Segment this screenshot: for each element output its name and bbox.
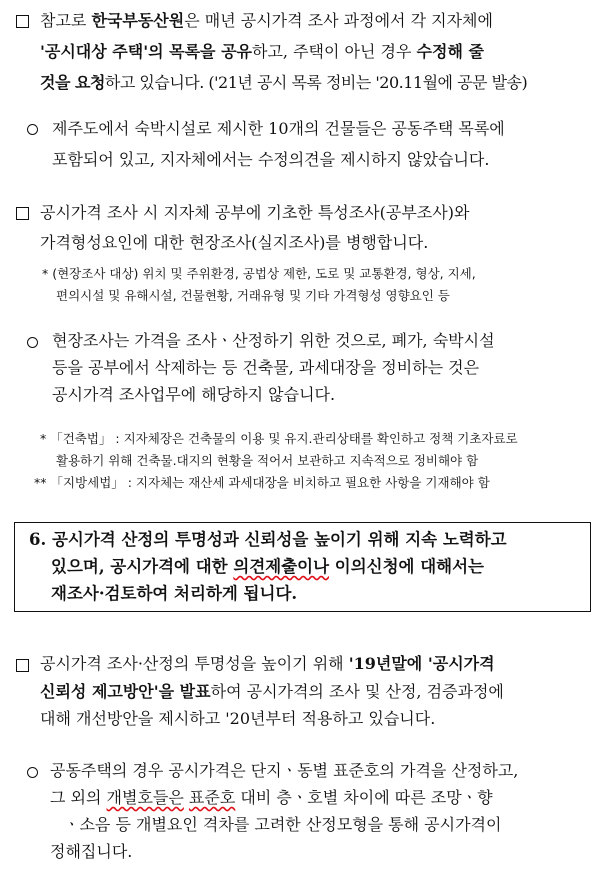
heading-text: 있으며, 공시가격에 대한 bbox=[51, 557, 234, 576]
footnote-line: * 「건축법」 : 지자체장은 건축물의 이용 및 유지.관리상태를 확인하고 정책 기초자료로 bbox=[40, 431, 518, 446]
footnote-line: 편의시설 및 유해시설, 건물현황, 거래유형 및 기타 가격형성 영향요인 등 bbox=[56, 288, 450, 303]
paragraph-line bbox=[40, 72, 527, 94]
sub-item-line: 공시가격 조사업무에 해당하지 않습니다. bbox=[52, 385, 336, 404]
paragraph-line bbox=[40, 681, 504, 703]
body-text: 하여 공시가격의 조사 및 산정, 검증과정에 bbox=[210, 682, 504, 701]
heading-line bbox=[51, 556, 484, 578]
sub-item-line: 공동주택의 경우 공시가격은 단지ㆍ동별 표준호의 가격을 산정하고, bbox=[50, 761, 519, 780]
spellcheck-underlined-text: 의견제출이나 bbox=[233, 557, 330, 576]
square-bullet-icon bbox=[16, 207, 29, 220]
heading-line: 재조사·검토하여 처리하게 됩니다. bbox=[51, 584, 298, 603]
body-text: 참고로 bbox=[40, 11, 92, 30]
heading-text: 이의신청에 대해서는 bbox=[329, 557, 484, 576]
circle-bullet-icon bbox=[27, 337, 38, 348]
paragraph-line: 가격형성요인에 대한 현장조사(실지조사)를 병행합니다. bbox=[40, 233, 429, 252]
paragraph-line bbox=[40, 708, 435, 730]
sub-item-line bbox=[50, 787, 493, 809]
sub-item-line: 현장조사는 가격을 조사ㆍ산정하기 위한 것으로, 폐가, 숙박시설 bbox=[52, 331, 495, 350]
emphasized-text: 한국부동산원 bbox=[91, 11, 185, 30]
circle-bullet-icon bbox=[27, 767, 38, 778]
sub-item-line: 등을 공부에서 삭제하는 등 건축물, 과세대장을 정비하는 것은 bbox=[52, 358, 480, 377]
body-text: 하고, 주택이 아닌 경우 bbox=[251, 42, 417, 61]
body-text: 하고 있습니다. ('21년 공시 목록 정비는 '20.11월에 공문 발송) bbox=[104, 73, 528, 92]
emphasized-text: 수정해 줄 bbox=[416, 42, 484, 61]
paragraph-line bbox=[40, 10, 493, 32]
spellcheck-underlined-text: 개별호들은 bbox=[106, 788, 184, 807]
paragraph-line bbox=[40, 41, 484, 63]
paragraph-line: 공시가격 조사 시 지자체 공부에 기초한 특성조사(공부조사)와 bbox=[40, 203, 470, 222]
footnote-line: * (현장조사 대상) 위치 및 주위환경, 공법상 제한, 도로 및 교통환경, 형상, 지세, bbox=[42, 266, 476, 281]
square-bullet-icon bbox=[16, 659, 29, 672]
sub-item-line: 제주도에서 숙박시설로 제시한 10개의 건물들은 공동주택 목록에 bbox=[52, 119, 505, 138]
footnote-line: ** 「지방세법」 : 지자체는 재산세 과세대장을 비치하고 필요한 사항을 기재해야 함 bbox=[34, 475, 490, 490]
sub-item-text: 그 외의 bbox=[50, 788, 107, 807]
paragraph-line bbox=[40, 653, 495, 675]
heading-line: 6. 공시가격 산정의 투명성과 신뢰성을 높이기 위해 지속 노력하고 bbox=[29, 530, 507, 549]
emphasized-text: 것을 요청 bbox=[40, 73, 105, 92]
body-text: 은 매년 공시가격 조사 과정에서 각 지자체에 bbox=[184, 11, 493, 30]
body-text: 대해 개선방안을 제시하고 '20년부터 적용하고 있습니다. bbox=[40, 709, 436, 728]
emphasized-text: 신뢰성 제고방안'을 발표 bbox=[40, 682, 211, 701]
sub-item-line: ㆍ소음 등 개별요인 격차를 고려한 산정모형을 통해 공시가격이 bbox=[64, 815, 502, 834]
emphasized-text: '공시대상 주택'의 목록을 공유 bbox=[40, 42, 252, 61]
sub-item-text: 대비 층ㆍ호별 차이에 따른 조망ㆍ향 bbox=[235, 788, 493, 807]
section-heading-box bbox=[14, 522, 591, 612]
footnote-line: 활용하기 위해 건축물.대지의 현황을 적어서 보관하고 지속적으로 정비해야 함 bbox=[56, 453, 479, 468]
square-bullet-icon bbox=[16, 15, 29, 28]
spellcheck-underlined-text: 표준호 bbox=[188, 788, 236, 807]
emphasized-text: '19년말에 '공시가격 bbox=[348, 654, 495, 673]
sub-item-line: 정해집니다. bbox=[50, 842, 133, 861]
sub-item-line: 포함되어 있고, 지자체에서는 수정의견을 제시하지 않았습니다. bbox=[52, 150, 490, 169]
circle-bullet-icon bbox=[27, 124, 38, 135]
body-text: 공시가격 조사·산정의 투명성을 높이기 위해 bbox=[40, 654, 349, 673]
